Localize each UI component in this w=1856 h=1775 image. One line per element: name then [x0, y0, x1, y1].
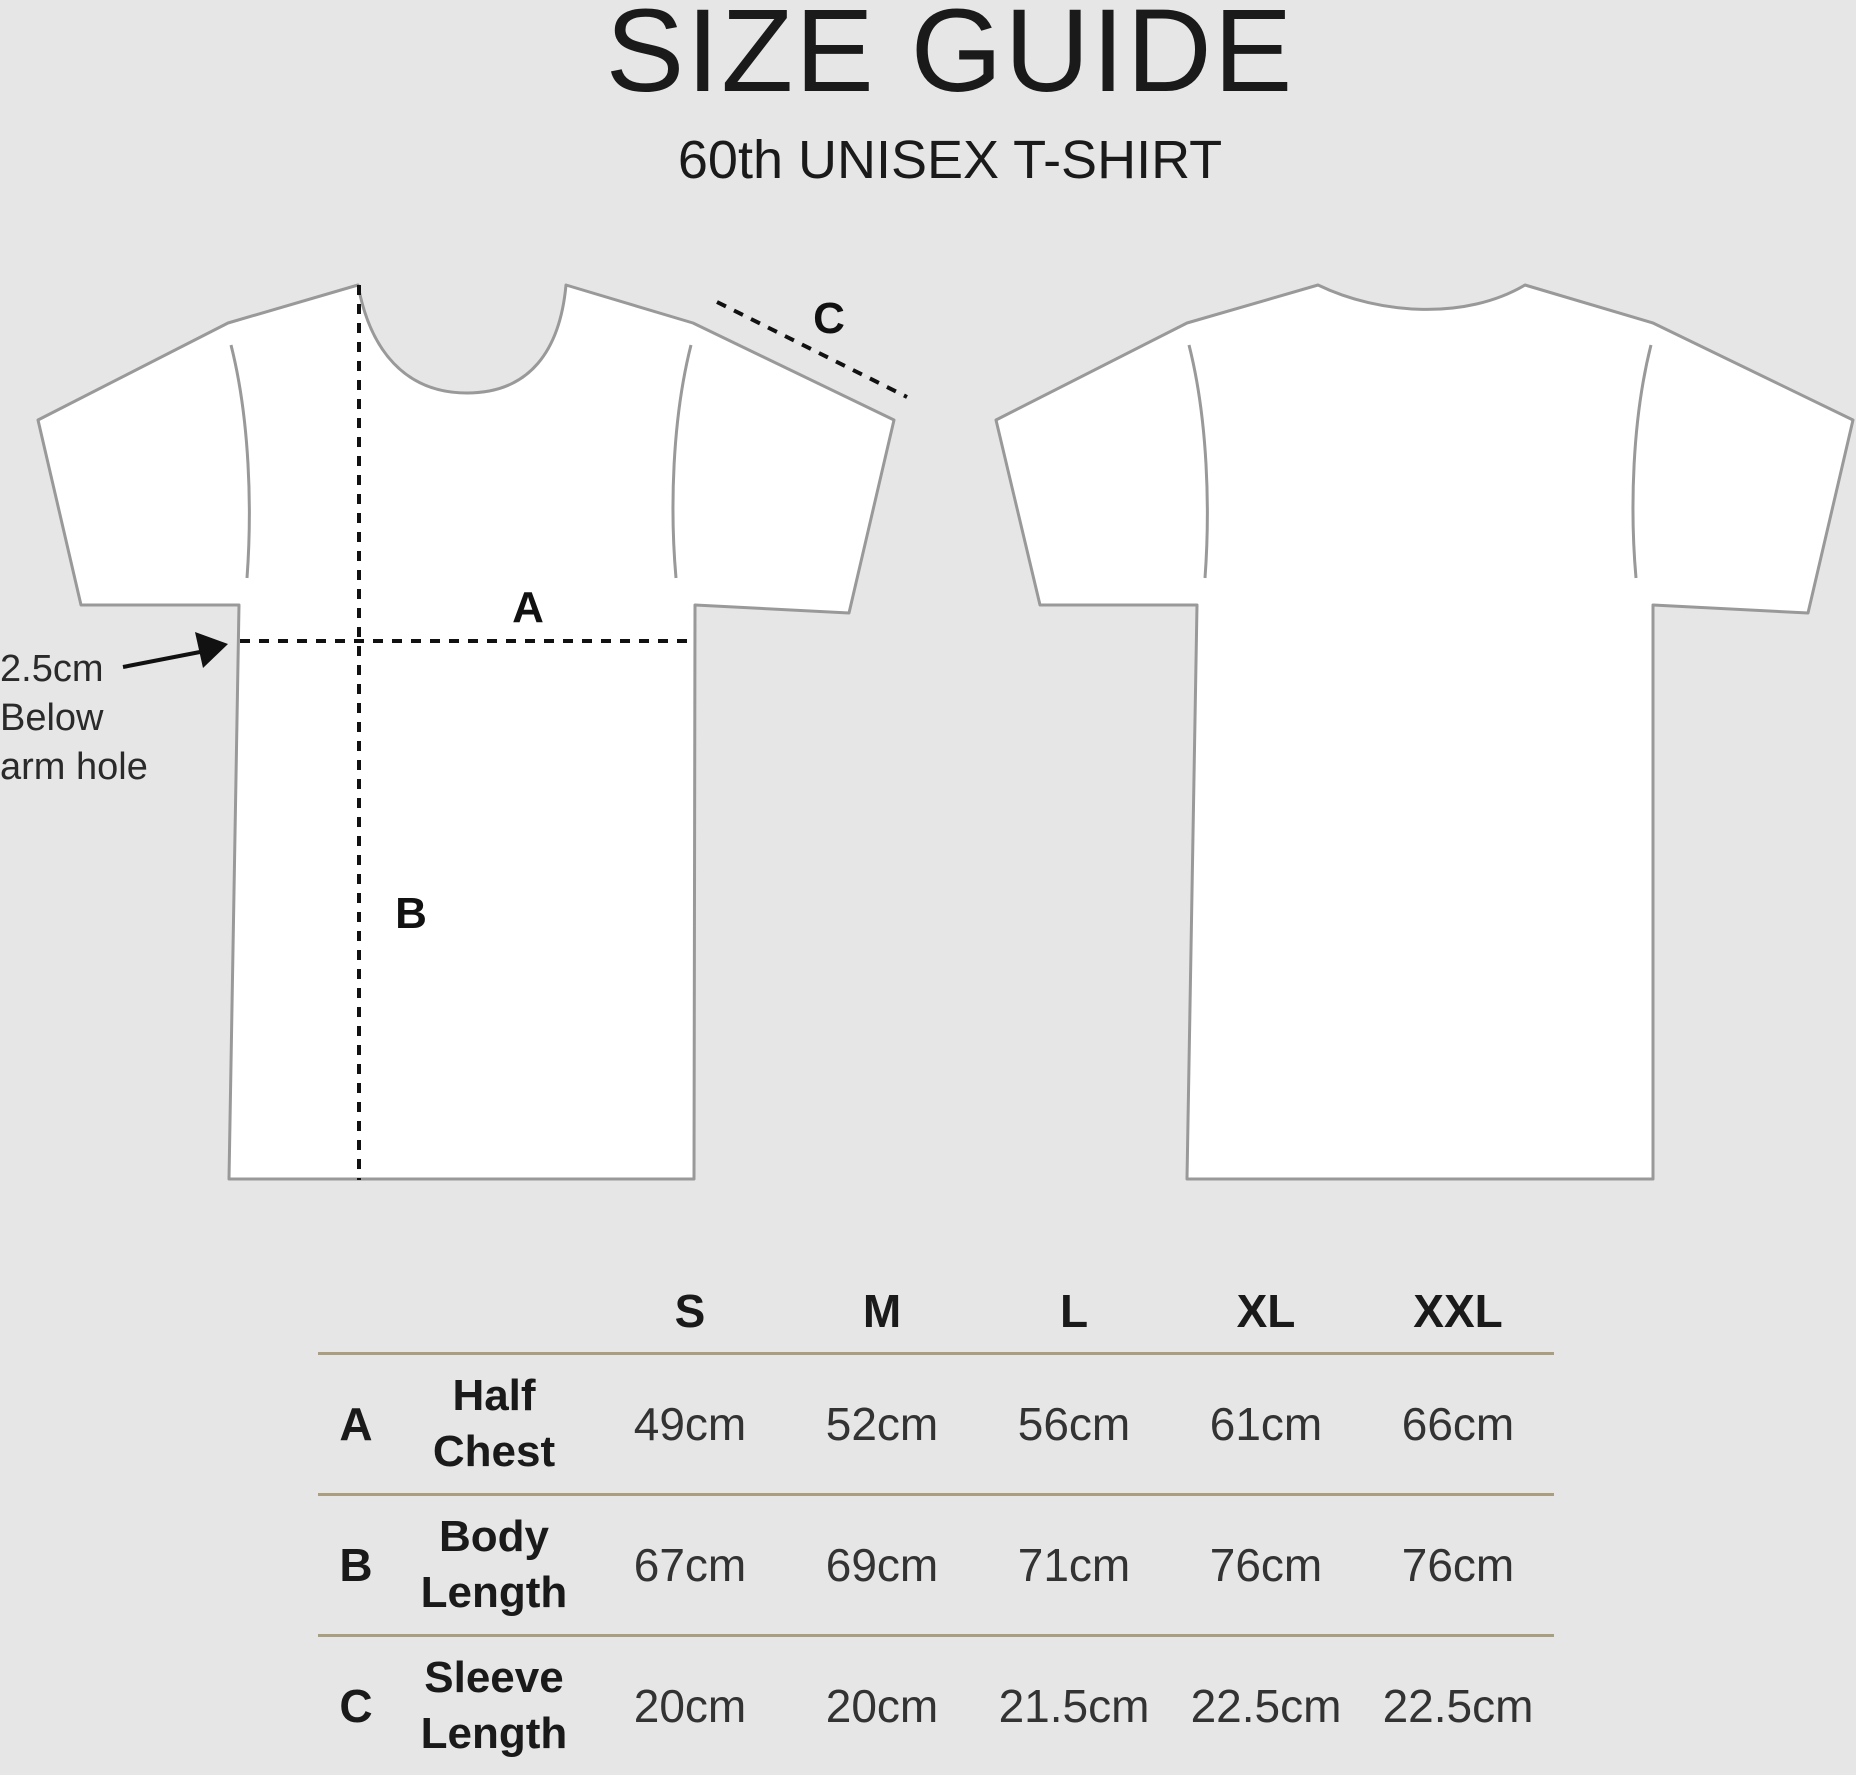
table-cell: 52cm [786, 1354, 978, 1495]
table-cell: 67cm [594, 1495, 786, 1636]
arrow-head-icon [195, 632, 228, 668]
measure-name-line: Length [394, 1706, 594, 1762]
table-cell: 56cm [978, 1354, 1170, 1495]
measure-name-line: Body [394, 1509, 594, 1565]
table-cell: 21.5cm [978, 1636, 1170, 1775]
row-measure-name [394, 1354, 594, 1495]
front-tshirt-outline [38, 285, 894, 1179]
row-measure-name [394, 1495, 594, 1636]
size-header-l: L [978, 1270, 1170, 1354]
label-b: B [395, 889, 427, 938]
table-cell: 20cm [594, 1636, 786, 1775]
back-tshirt-outline [996, 285, 1853, 1179]
table-row [318, 1495, 1554, 1636]
back-tshirt [996, 285, 1853, 1179]
table-cell: 76cm [1362, 1495, 1554, 1636]
table-cell: 71cm [978, 1495, 1170, 1636]
measure-name-line: Chest [394, 1424, 594, 1480]
label-a: A [512, 583, 544, 632]
page-title: SIZE GUIDE [0, 0, 1856, 110]
size-header-xxl: XXL [1362, 1270, 1554, 1354]
row-letter: B [318, 1495, 394, 1636]
front-tshirt [38, 285, 907, 1180]
size-table [318, 1270, 1554, 1775]
table-cell: 61cm [1170, 1354, 1362, 1495]
measure-name-line: Sleeve [394, 1650, 594, 1706]
row-measure-name [394, 1636, 594, 1775]
table-cell: 49cm [594, 1354, 786, 1495]
row-letter: C [318, 1636, 394, 1775]
table-row [318, 1636, 1554, 1775]
armhole-note-line: arm hole [0, 743, 148, 792]
table-cell: 69cm [786, 1495, 978, 1636]
size-header-row [318, 1270, 1554, 1354]
table-cell: 22.5cm [1362, 1636, 1554, 1775]
armhole-note-line: Below [0, 694, 148, 743]
page-subtitle: 60th UNISEX T-SHIRT [0, 133, 1856, 187]
row-letter: A [318, 1354, 394, 1495]
size-header-xl: XL [1170, 1270, 1362, 1354]
measure-name-line: Half [394, 1368, 594, 1424]
size-header-s: S [594, 1270, 786, 1354]
header-spacer [318, 1270, 594, 1354]
measure-name-line: Length [394, 1565, 594, 1621]
armhole-note [0, 645, 148, 792]
table-cell: 20cm [786, 1636, 978, 1775]
label-c: C [813, 294, 845, 343]
table-cell: 22.5cm [1170, 1636, 1362, 1775]
table-cell: 76cm [1170, 1495, 1362, 1636]
table-row [318, 1354, 1554, 1495]
table-cell: 66cm [1362, 1354, 1554, 1495]
armhole-note-line: 2.5cm [0, 645, 148, 694]
size-header-m: M [786, 1270, 978, 1354]
